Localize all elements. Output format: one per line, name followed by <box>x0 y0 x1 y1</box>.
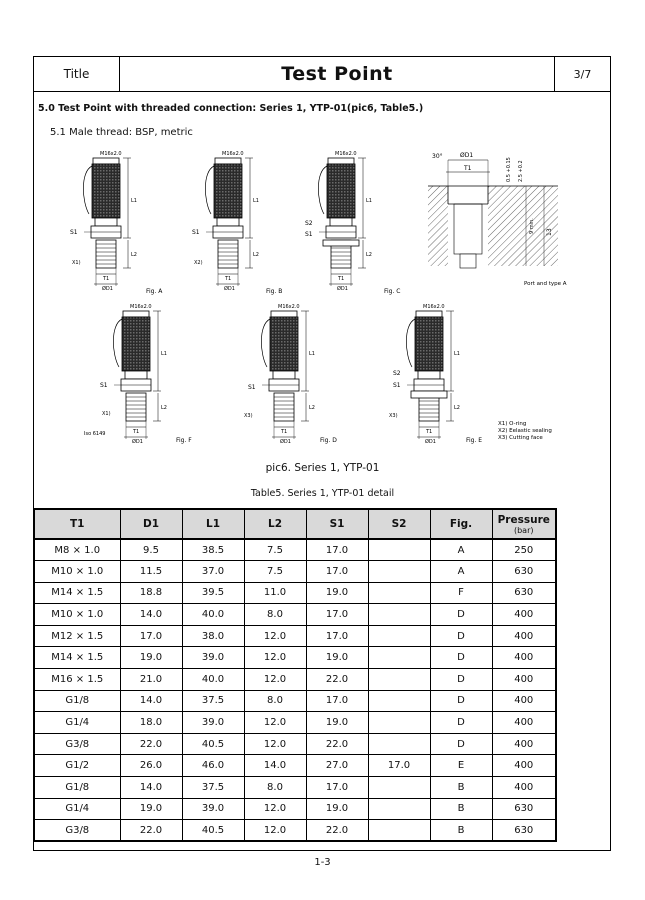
svg-text:X2): X2) <box>194 260 203 266</box>
table-row <box>34 755 556 777</box>
table-cell: 17.0 <box>306 777 368 799</box>
table-cell: 17.0 <box>306 625 368 647</box>
section-heading: 5.0 Test Point with threaded connection: Series 1, YTP-01(pic6, Table5.) <box>38 103 424 114</box>
subsection-heading: 5.1 Male thread: BSP, metric <box>50 127 193 138</box>
table-cell: D <box>430 690 492 712</box>
table-cell: G1/2 <box>34 755 120 777</box>
table-cell: M12 × 1.5 <box>34 625 120 647</box>
table-caption: Table5. Series 1, YTP-01 detail <box>250 488 395 499</box>
svg-text:ØD1: ØD1 <box>337 286 348 292</box>
table-cell: 11.5 <box>120 561 182 583</box>
table-cell: 40.0 <box>182 604 244 626</box>
table-cell: 40.5 <box>182 820 244 842</box>
table-cell: 18.8 <box>120 582 182 604</box>
col-fig: Fig. <box>430 509 492 539</box>
table-cell: 630 <box>492 561 556 583</box>
col-s1: S1 <box>306 509 368 539</box>
table-header-row <box>34 509 556 539</box>
table-cell: 14.0 <box>120 604 182 626</box>
table-cell: 38.0 <box>182 625 244 647</box>
col-s2: S2 <box>368 509 430 539</box>
svg-text:2.5 +0.2: 2.5 +0.2 <box>518 160 524 182</box>
table-cell: 8.0 <box>244 604 306 626</box>
table-cell: 630 <box>492 582 556 604</box>
svg-text:ØD1: ØD1 <box>425 439 436 445</box>
table-cell: G1/8 <box>34 777 120 799</box>
svg-text:L2: L2 <box>161 405 167 411</box>
svg-text:S1: S1 <box>192 229 200 236</box>
svg-text:M16x2.0: M16x2.0 <box>423 304 445 310</box>
table-cell: 630 <box>492 820 556 842</box>
figure-f-drawing <box>84 304 167 445</box>
table-cell: A <box>430 539 492 561</box>
col-pressure: Pressure (bar) <box>492 509 556 539</box>
svg-text:L2: L2 <box>454 405 460 411</box>
table-cell: 39.0 <box>182 647 244 669</box>
figure-d-drawing <box>244 304 315 445</box>
table-cell: E <box>430 755 492 777</box>
table-cell: 630 <box>492 798 556 820</box>
table-cell: 17.0 <box>306 690 368 712</box>
figure-e-drawing <box>389 304 460 445</box>
svg-text:Port and type A: Port and type A <box>524 281 567 287</box>
svg-text:T1: T1 <box>338 276 345 282</box>
svg-text:T1: T1 <box>464 165 472 172</box>
table-cell: 400 <box>492 755 556 777</box>
table-cell: 38.5 <box>182 539 244 561</box>
svg-text:T1: T1 <box>103 276 110 282</box>
table-cell: 22.0 <box>120 820 182 842</box>
table-cell: 400 <box>492 647 556 669</box>
table-cell: D <box>430 733 492 755</box>
table-cell: M10 × 1.0 <box>34 561 120 583</box>
svg-text:X3) Cutting face: X3) Cutting face <box>498 435 543 441</box>
svg-text:L1: L1 <box>161 351 167 357</box>
table-cell <box>368 669 430 691</box>
table-cell: 14.0 <box>120 690 182 712</box>
table-cell: 40.5 <box>182 733 244 755</box>
table-cell <box>368 647 430 669</box>
svg-text:30°: 30° <box>432 153 443 160</box>
table-cell: 22.0 <box>306 820 368 842</box>
table-cell: 18.0 <box>120 712 182 734</box>
table-cell: 22.0 <box>306 733 368 755</box>
table-cell: 12.0 <box>244 820 306 842</box>
col-d1: D1 <box>120 509 182 539</box>
table-cell: 19.0 <box>120 798 182 820</box>
table-cell: 39.5 <box>182 582 244 604</box>
svg-text:S1: S1 <box>100 382 108 389</box>
table-cell: 19.0 <box>306 712 368 734</box>
table-cell: 12.0 <box>244 733 306 755</box>
svg-text:L1: L1 <box>454 351 460 357</box>
svg-text:L2: L2 <box>253 252 259 258</box>
table-row <box>34 604 556 626</box>
table-cell: M16 × 1.5 <box>34 669 120 691</box>
table-cell <box>368 777 430 799</box>
table-cell: G3/8 <box>34 820 120 842</box>
table-row <box>34 647 556 669</box>
table-cell: M10 × 1.0 <box>34 604 120 626</box>
table-cell: B <box>430 777 492 799</box>
technical-drawings <box>36 140 608 460</box>
table-cell: D <box>430 625 492 647</box>
table-row <box>34 582 556 604</box>
table-cell: 250 <box>492 539 556 561</box>
svg-text:L2: L2 <box>309 405 315 411</box>
svg-text:S1: S1 <box>393 382 401 389</box>
fig-b-label: Fig. B <box>266 288 283 295</box>
table-cell: 22.0 <box>120 733 182 755</box>
table-cell: 400 <box>492 777 556 799</box>
svg-text:L1: L1 <box>366 198 372 204</box>
table-cell: M14 × 1.5 <box>34 582 120 604</box>
table-row <box>34 777 556 799</box>
svg-text:S2: S2 <box>393 370 401 377</box>
svg-text:M16x2.0: M16x2.0 <box>130 304 152 310</box>
svg-text:M16x2.0: M16x2.0 <box>335 151 357 157</box>
svg-text:L2: L2 <box>366 252 372 258</box>
figure-b-drawing <box>192 151 259 292</box>
svg-text:ØD1: ØD1 <box>224 286 235 292</box>
table-cell: 400 <box>492 690 556 712</box>
table-cell: 400 <box>492 669 556 691</box>
svg-text:0.5 +0.15: 0.5 +0.15 <box>506 157 512 182</box>
svg-text:M16x2.0: M16x2.0 <box>100 151 122 157</box>
table-cell: 17.0 <box>120 625 182 647</box>
table-cell: B <box>430 798 492 820</box>
table-cell <box>368 539 430 561</box>
table-cell: 46.0 <box>182 755 244 777</box>
table-cell: 8.0 <box>244 777 306 799</box>
svg-text:M16x2.0: M16x2.0 <box>222 151 244 157</box>
table-cell: D <box>430 712 492 734</box>
table-cell: 19.0 <box>306 582 368 604</box>
table-cell: G1/4 <box>34 712 120 734</box>
table-cell: 39.0 <box>182 798 244 820</box>
table-row <box>34 669 556 691</box>
svg-text:ØD1: ØD1 <box>280 439 291 445</box>
table-cell: 400 <box>492 604 556 626</box>
table-cell: 27.0 <box>306 755 368 777</box>
table-cell: A <box>430 561 492 583</box>
document-title: Test Point <box>120 57 555 91</box>
table-cell: 7.5 <box>244 561 306 583</box>
table-cell: 37.5 <box>182 690 244 712</box>
svg-text:S1: S1 <box>248 384 256 391</box>
fig-c-label: Fig. C <box>384 288 401 295</box>
figure-a-drawing <box>70 151 137 292</box>
fig-f-label: Fig. F <box>176 437 192 444</box>
table-cell: 7.5 <box>244 539 306 561</box>
title-block <box>33 56 611 92</box>
table-cell <box>368 820 430 842</box>
table-row <box>34 561 556 583</box>
table-cell: 14.0 <box>244 755 306 777</box>
table-cell: M8 × 1.0 <box>34 539 120 561</box>
table-row <box>34 539 556 561</box>
table-cell: 12.0 <box>244 647 306 669</box>
svg-text:M16x2.0: M16x2.0 <box>278 304 300 310</box>
picture-caption: pic6. Series 1, YTP-01 <box>265 462 380 474</box>
svg-text:T1: T1 <box>133 429 140 435</box>
table-row <box>34 712 556 734</box>
title-label: Title <box>34 57 120 91</box>
table-cell: 14.0 <box>120 777 182 799</box>
table-cell: 37.0 <box>182 561 244 583</box>
table-cell: 40.0 <box>182 669 244 691</box>
table-cell: 400 <box>492 625 556 647</box>
svg-text:T1: T1 <box>426 429 433 435</box>
table-cell <box>368 712 430 734</box>
svg-text:T1: T1 <box>225 276 232 282</box>
svg-text:ØD1: ØD1 <box>132 439 143 445</box>
svg-text:X1): X1) <box>102 411 111 417</box>
table-row <box>34 690 556 712</box>
svg-text:S1: S1 <box>70 229 78 236</box>
table-cell: 12.0 <box>244 625 306 647</box>
sheet-number: 3/7 <box>573 67 592 81</box>
svg-text:L1: L1 <box>309 351 315 357</box>
table-cell <box>368 604 430 626</box>
port-drawing <box>428 152 567 287</box>
table-row <box>34 798 556 820</box>
table-cell <box>368 625 430 647</box>
table-cell <box>368 733 430 755</box>
svg-text:X3): X3) <box>244 413 253 419</box>
svg-text:T1: T1 <box>281 429 288 435</box>
table-cell: 37.5 <box>182 777 244 799</box>
table-cell <box>368 582 430 604</box>
table-cell: 12.0 <box>244 798 306 820</box>
table-cell: 22.0 <box>306 669 368 691</box>
table-cell <box>368 561 430 583</box>
col-l1: L1 <box>182 509 244 539</box>
table-cell: 17.0 <box>306 604 368 626</box>
table-cell: 9.5 <box>120 539 182 561</box>
svg-text:S1: S1 <box>305 231 313 238</box>
svg-text:S2: S2 <box>305 220 313 227</box>
table-cell: 17.0 <box>306 539 368 561</box>
table-cell: D <box>430 669 492 691</box>
table-cell: 11.0 <box>244 582 306 604</box>
svg-text:ØD1: ØD1 <box>460 152 474 159</box>
svg-text:9 min.: 9 min. <box>529 218 535 234</box>
table-cell: G3/8 <box>34 733 120 755</box>
table-row <box>34 820 556 842</box>
table-cell <box>368 798 430 820</box>
svg-text:X1) O-ring: X1) O-ring <box>498 421 527 427</box>
table-cell: 19.0 <box>306 647 368 669</box>
table-cell: M14 × 1.5 <box>34 647 120 669</box>
table-cell: D <box>430 647 492 669</box>
svg-text:13: 13 <box>546 228 553 236</box>
fig-a-label: Fig. A <box>146 288 163 295</box>
table-cell: D <box>430 604 492 626</box>
col-l2: L2 <box>244 509 306 539</box>
table-cell: 400 <box>492 733 556 755</box>
table-cell: 21.0 <box>120 669 182 691</box>
table-cell: 8.0 <box>244 690 306 712</box>
table-row <box>34 625 556 647</box>
table-cell: 12.0 <box>244 712 306 734</box>
fig-e-label: Fig. E <box>466 437 483 444</box>
table-cell: 12.0 <box>244 669 306 691</box>
page-number: 1-3 <box>314 857 331 868</box>
table-cell: 17.0 <box>368 755 430 777</box>
legend <box>498 421 552 441</box>
svg-text:L1: L1 <box>253 198 259 204</box>
spec-table <box>33 508 557 842</box>
svg-text:Iso 6149: Iso 6149 <box>84 431 106 437</box>
table-cell <box>368 690 430 712</box>
col-t1: T1 <box>34 509 120 539</box>
table-cell: G1/8 <box>34 690 120 712</box>
figure-c-drawing <box>305 151 372 292</box>
svg-text:X2) Eelastic sealing: X2) Eelastic sealing <box>498 428 552 434</box>
svg-text:ØD1: ØD1 <box>102 286 113 292</box>
table-cell: 19.0 <box>120 647 182 669</box>
svg-text:L2: L2 <box>131 252 137 258</box>
table-cell: F <box>430 582 492 604</box>
table-cell: G1/4 <box>34 798 120 820</box>
table-cell: 39.0 <box>182 712 244 734</box>
table-cell: 26.0 <box>120 755 182 777</box>
table-row <box>34 733 556 755</box>
table-cell: 17.0 <box>306 561 368 583</box>
table-cell: 400 <box>492 712 556 734</box>
svg-text:X1): X1) <box>72 260 81 266</box>
svg-text:L1: L1 <box>131 198 137 204</box>
svg-text:X3): X3) <box>389 413 398 419</box>
table-cell: B <box>430 820 492 842</box>
fig-d-label: Fig. D <box>320 437 337 444</box>
table-cell: 19.0 <box>306 798 368 820</box>
